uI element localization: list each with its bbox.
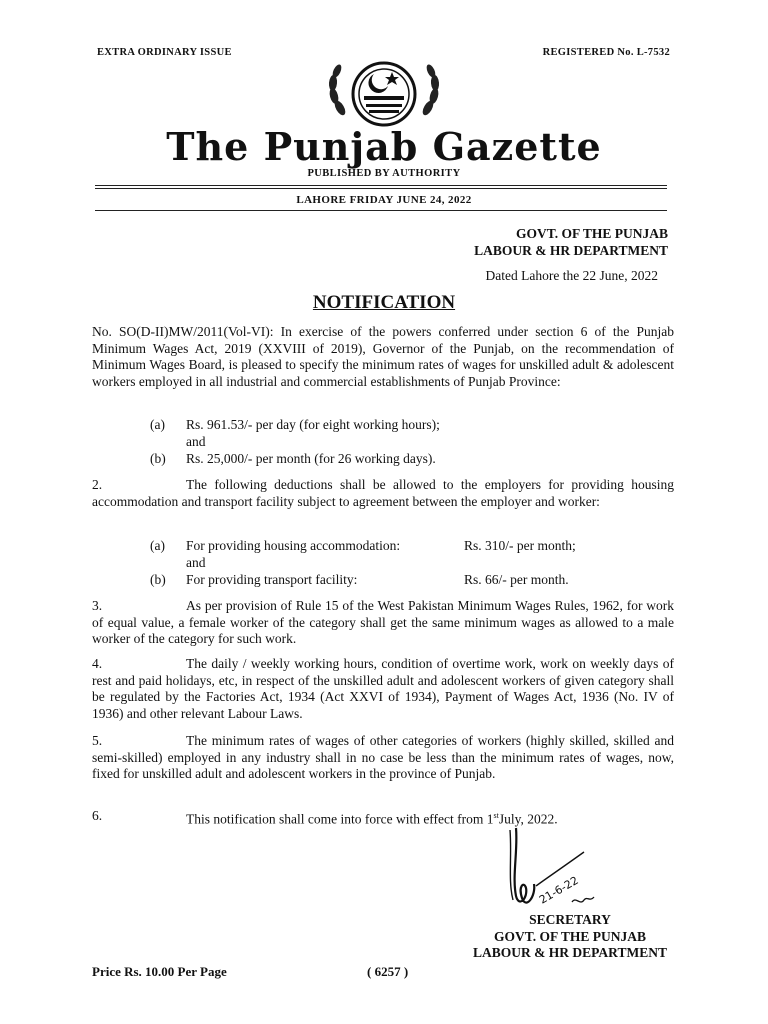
para-5-number: 5.	[92, 733, 103, 748]
para-2	[92, 477, 674, 510]
issuer-block	[400, 225, 668, 259]
para-3	[92, 598, 674, 648]
wage-b-label: (b)	[150, 451, 166, 466]
price-per-page: Price Rs. 10.00 Per Page	[92, 964, 227, 979]
issuer-govt: GOVT. OF THE PUNJAB	[515, 226, 668, 241]
para-2-number: 2.	[92, 477, 103, 492]
signature-block	[430, 912, 710, 962]
wage-a-text: Rs. 961.53/- per day (for eight working hours);	[186, 417, 440, 432]
registered-number: REGISTERED No. L-7532	[542, 47, 670, 58]
para-2-text: The following deductions shall be allowed to the employers for providing housing accommodation and transport facility subject to agreement between the employer and worker:	[92, 477, 674, 509]
handwritten-signature	[486, 826, 616, 916]
dated-line: Dated Lahore the 22 June, 2022	[485, 268, 658, 283]
emblem-icon	[314, 60, 454, 128]
para-3-text: As per provision of Rule 15 of the West Pakistan Minimum Wages Rules, 1962, for work of equal value, a female worker of the category shall get the same minimum wages as allowed to a male worker of the category for such work.	[92, 598, 674, 646]
para-4-number: 4.	[92, 656, 103, 671]
issuer-department: LABOUR & HR DEPARTMENT	[474, 243, 668, 258]
deduction-a-text: For providing housing accommodation:	[186, 538, 401, 553]
signature-date-scribble: 21-6-22	[537, 873, 581, 907]
masthead-rule-bottom	[95, 210, 667, 211]
gazette-title: The Punjab Gazette	[166, 124, 602, 169]
deduction-b-text: For providing transport facility:	[186, 572, 358, 587]
deduction-a-amount: Rs. 310/- per month;	[464, 538, 576, 553]
deduction-b-label: (b)	[150, 572, 166, 587]
para-6-number: 6.	[92, 808, 103, 823]
signatory-department: LABOUR & HR DEPARTMENT	[473, 945, 667, 960]
masthead-rule-top	[95, 185, 667, 186]
deduction-and: and	[186, 555, 206, 570]
para-4-text: The daily / weekly working hours, condition of overtime work, work on weekly days of rest and paid holidays, etc, in respect of the unskilled adult and adolescent workers of given category shall be regulated by the Factories Act, 1934 (Act XXVI of 1934), Payment of Wages Act, 1936 (No. IV of 1936) and other relevant Labour Laws.	[92, 656, 674, 721]
para-3-number: 3.	[92, 598, 103, 613]
para-5-text: The minimum rates of wages of other categories of workers (highly skilled, skilled and semi-skilled) employed in any industry shall in no case be less than the minimum rates of wages, now, fixed for unskilled adult and adolescent workers in the province of Punjab.	[92, 733, 674, 781]
wage-b-text: Rs. 25,000/- per month (for 26 working days).	[186, 451, 436, 466]
intro-paragraph: No. SO(D-II)MW/2011(Vol-VI): In exercise of the powers conferred under section 6 of the Punjab Minimum Wages Act, 2019 (XXVIII of 2019), Governor of the Punjab, on the recommendation of Minimum Wages Board, is pleased to specify the minimum rates of wages for unskilled adult & adolescent workers employed in all industrial and commercial establishments of Punjab Province:	[92, 324, 674, 389]
published-by-authority: PUBLISHED BY AUTHORITY	[307, 168, 461, 179]
para-6	[186, 808, 558, 828]
deduction-b-amount: Rs. 66/- per month.	[464, 572, 569, 587]
para-6-superscript: st	[493, 811, 499, 820]
signatory-title: SECRETARY	[529, 912, 611, 927]
para-6-text: This notification shall come into force with effect from 1	[186, 811, 494, 827]
para-5	[92, 733, 674, 783]
wage-a-label: (a)	[150, 417, 165, 432]
page-number: ( 6257 )	[367, 964, 409, 979]
para-4	[92, 656, 674, 722]
deduction-a-label: (a)	[150, 538, 165, 553]
notification-heading: NOTIFICATION	[312, 292, 456, 313]
gazette-date: LAHORE FRIDAY JUNE 24, 2022	[296, 194, 472, 206]
masthead-rule-top-2	[95, 188, 667, 189]
para-6-text-end: July, 2022.	[498, 811, 558, 827]
wage-and: and	[186, 434, 206, 449]
issue-label: EXTRA ORDINARY ISSUE	[97, 47, 232, 58]
signatory-govt: GOVT. OF THE PUNJAB	[493, 928, 646, 944]
